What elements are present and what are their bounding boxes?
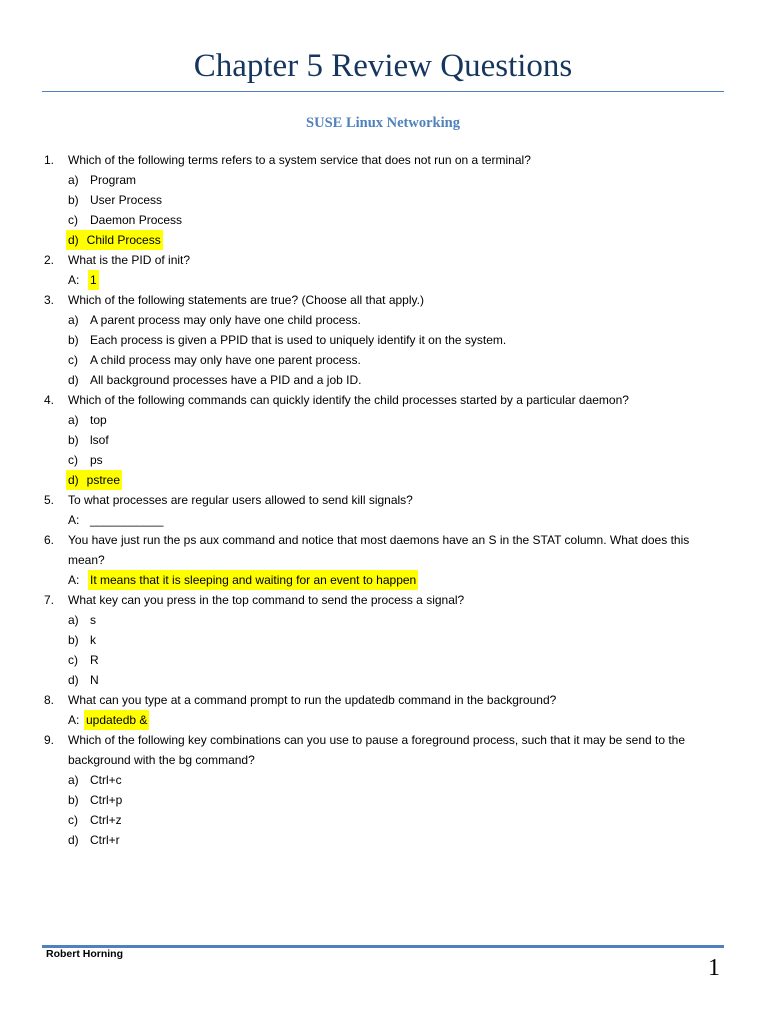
question-number: 8. [44,693,55,707]
option-letter: a) [68,313,79,327]
question-number: 4. [44,393,55,407]
option-letter: b) [68,193,79,207]
option-letter: a) [68,613,79,627]
highlighted-answer [66,230,163,250]
page-title: Chapter 5 Review Questions [193,48,573,84]
answer-label: A: [68,273,80,287]
option-letter: b) [68,793,79,807]
option-letter: d) [68,373,79,387]
option-text: A parent process may only have one child process. [90,313,361,327]
option-text: User Process [90,193,163,207]
question-text: Which of the following key combinations can you use to pause a foreground process, such that it may be send to the background with the bg command? [68,733,686,767]
option-text: lsof [90,433,109,447]
question-number: 9. [44,733,55,747]
highlighted-answer: updatedb & [84,710,149,730]
option-text: top [90,413,107,427]
option-text: R [90,653,99,667]
question-text: Which of the following terms refers to a system service that does not run on a terminal? [68,153,531,167]
question-text: Which of the following commands can quickly identify the child processes started by a particular daemon? [68,393,629,407]
question-number: 1. [44,153,55,167]
option-letter: b) [68,333,79,347]
answer-blank: ___________ [90,513,164,527]
option-letter: c) [68,353,78,367]
page-subtitle: SUSE Linux Networking [306,115,460,131]
option-text: Program [90,173,137,187]
option-letter: d) [68,833,79,847]
option-letter: c) [68,213,78,227]
option-text: k [90,633,96,647]
answer-label: A: [68,573,80,587]
option-letter: a) [68,173,79,187]
option-letter: a) [68,413,79,427]
option-letter: c) [68,653,78,667]
question-number: 2. [44,253,55,267]
option-letter: b) [68,433,79,447]
question-number: 6. [44,533,55,547]
option-text: Ctrl+p [90,793,123,807]
option-text: All background processes have a PID and a job ID. [90,373,362,387]
option-text: Ctrl+r [90,833,120,847]
question-number: 7. [44,593,55,607]
option-text: Each process is given a PPID that is used to uniquely identify it on the system. [90,333,507,347]
highlighted-answer: 1 [88,270,99,290]
question-text: Which of the following statements are true? (Choose all that apply.) [68,293,424,307]
option-letter: b) [68,633,79,647]
question-text: You have just run the ps aux command and notice that most daemons have an S in the STAT column. What does this mean? [68,533,690,567]
option-letter: a) [68,773,79,787]
answer-label: A: [68,513,80,527]
option-letter: d) [68,673,79,687]
option-text: A child process may only have one parent process. [90,353,361,367]
option-letter: d) [68,233,79,247]
option-letter: c) [68,453,78,467]
option-letter: d) [68,473,79,487]
question-number: 5. [44,493,55,507]
question-text: What is the PID of init? [68,253,191,267]
question-text: What can you type at a command prompt to run the updatedb command in the background? [68,693,557,707]
question-number: 3. [44,293,55,307]
highlighted-answer: It means that it is sleeping and waiting for an event to happen [88,570,418,590]
question-text: What key can you press in the top command to send the process a signal? [68,593,465,607]
page-number: 1 [708,955,720,981]
option-text: Ctrl+c [90,773,122,787]
question-text: To what processes are regular users allowed to send kill signals? [68,493,413,507]
highlighted-answer [66,470,122,490]
option-text: Child Process [86,233,161,247]
option-text: pstree [86,473,121,487]
option-text: N [90,673,99,687]
title-divider [42,91,724,92]
answer-label: A: [68,713,80,727]
option-text: Ctrl+z [90,813,122,827]
footer-author: Robert Horning [46,948,123,960]
option-text: s [90,613,96,627]
footer-divider [42,945,724,948]
option-text: ps [90,453,103,467]
option-text: Daemon Process [90,213,183,227]
option-letter: c) [68,813,78,827]
